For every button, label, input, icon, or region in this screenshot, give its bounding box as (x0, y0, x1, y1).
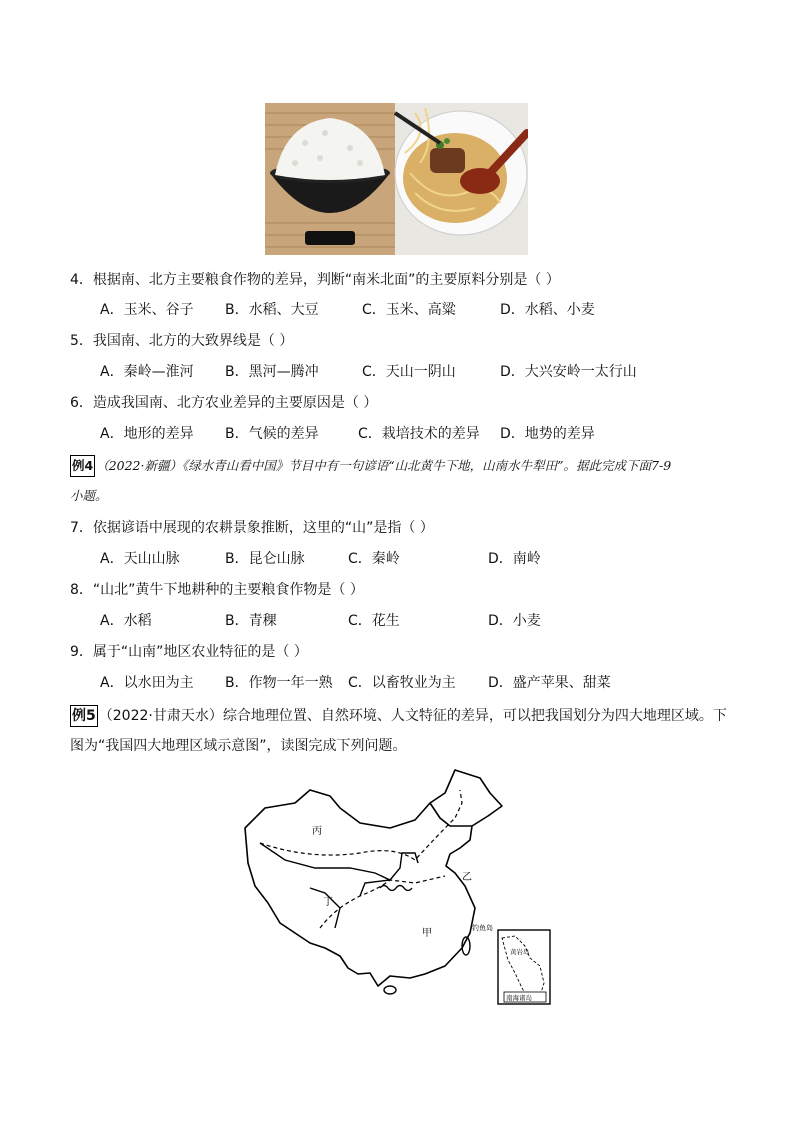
question-5: 5．我国南、北方的大致界线是（ ） (70, 333, 294, 349)
option-a: A．以水田为主 (100, 675, 194, 691)
option-c: C．栽培技术的差异 (358, 426, 480, 442)
diaoyu-label: 钓鱼岛 (472, 925, 493, 932)
region-label-jia: 甲 (422, 928, 432, 939)
option-b: B．昆仑山脉 (225, 551, 305, 567)
example-4-line-1: 例4 （2022·新疆）《绿水青山看中国》节目中有一句谚语“山北黄牛下地，山南水牛犁田”。据此完成下面7-9 (70, 455, 671, 477)
option-a: A．玉米、谷子 (100, 302, 194, 318)
option-a: A．天山山脉 (100, 551, 180, 567)
qinling-symbol (380, 886, 412, 891)
question-9: 9．属于“山南”地区农业特征的是（ ） (70, 644, 308, 660)
food-illustration (265, 103, 528, 255)
region-label-ding: 丁 (323, 897, 333, 908)
region-label-yi: 乙 (462, 872, 472, 883)
option-c: C．秦岭 (348, 551, 400, 567)
region-label-bing: 丙 (312, 826, 322, 837)
rice-noodle-photo (265, 103, 528, 255)
option-b: B．气候的差异 (225, 426, 319, 442)
question-4: 4．根据南、北方主要粮食作物的差异，判断“南米北面”的主要原料分别是（ ） (70, 272, 560, 288)
example-4-line-2: 小题。 (70, 488, 108, 503)
china-regions-map (240, 768, 555, 1008)
option-b: B．青稞 (225, 613, 277, 629)
option-a: A．地形的差异 (100, 426, 194, 442)
option-d: D．南岭 (488, 551, 541, 567)
option-b: B．黑河—腾冲 (225, 364, 319, 380)
option-b: B．水稻、大豆 (225, 302, 319, 318)
option-a: A．水稻 (100, 613, 152, 629)
option-d: D．地势的差异 (500, 426, 595, 442)
south-china-sea-inset (498, 930, 550, 1004)
option-c: C．以畜牧业为主 (348, 675, 456, 691)
example-5-line-2: 图为“我国四大地理区域示意图”，读图完成下列问题。 (70, 738, 407, 754)
option-c: C．花生 (348, 613, 400, 629)
china-outline-map (240, 768, 555, 1008)
question-8: 8．“山北”黄牛下地耕种的主要粮食作物是（ ） (70, 582, 364, 598)
question-6: 6．造成我国南、北方农业差异的主要原因是（ ） (70, 395, 378, 411)
option-c: C．天山一阴山 (362, 364, 456, 380)
option-a: A．秦岭—淮河 (100, 364, 194, 380)
option-d: D．盛产苹果、甜菜 (488, 675, 611, 691)
option-d: D．大兴安岭一太行山 (500, 364, 637, 380)
option-b: B．作物一年一熟 (225, 675, 333, 691)
option-c: C．玉米、高粱 (362, 302, 456, 318)
example-4-tag: 例4 (70, 455, 95, 477)
option-d: D．小麦 (488, 613, 541, 629)
huangyan-label: 黄岩岛 (510, 949, 530, 956)
example-5-tag: 例5 (70, 705, 98, 727)
question-7: 7．依据谚语中展现的农耕景象推断，这里的“山”是指（ ） (70, 520, 434, 536)
option-d: D．水稻、小麦 (500, 302, 595, 318)
nanhai-label: 南海诸岛 (506, 995, 532, 1002)
example-5-line-1: 例5 （2022·甘肃天水）综合地理位置、自然环境、人文特征的差异，可以把我国划分为四大地理区域。下 (70, 705, 727, 727)
